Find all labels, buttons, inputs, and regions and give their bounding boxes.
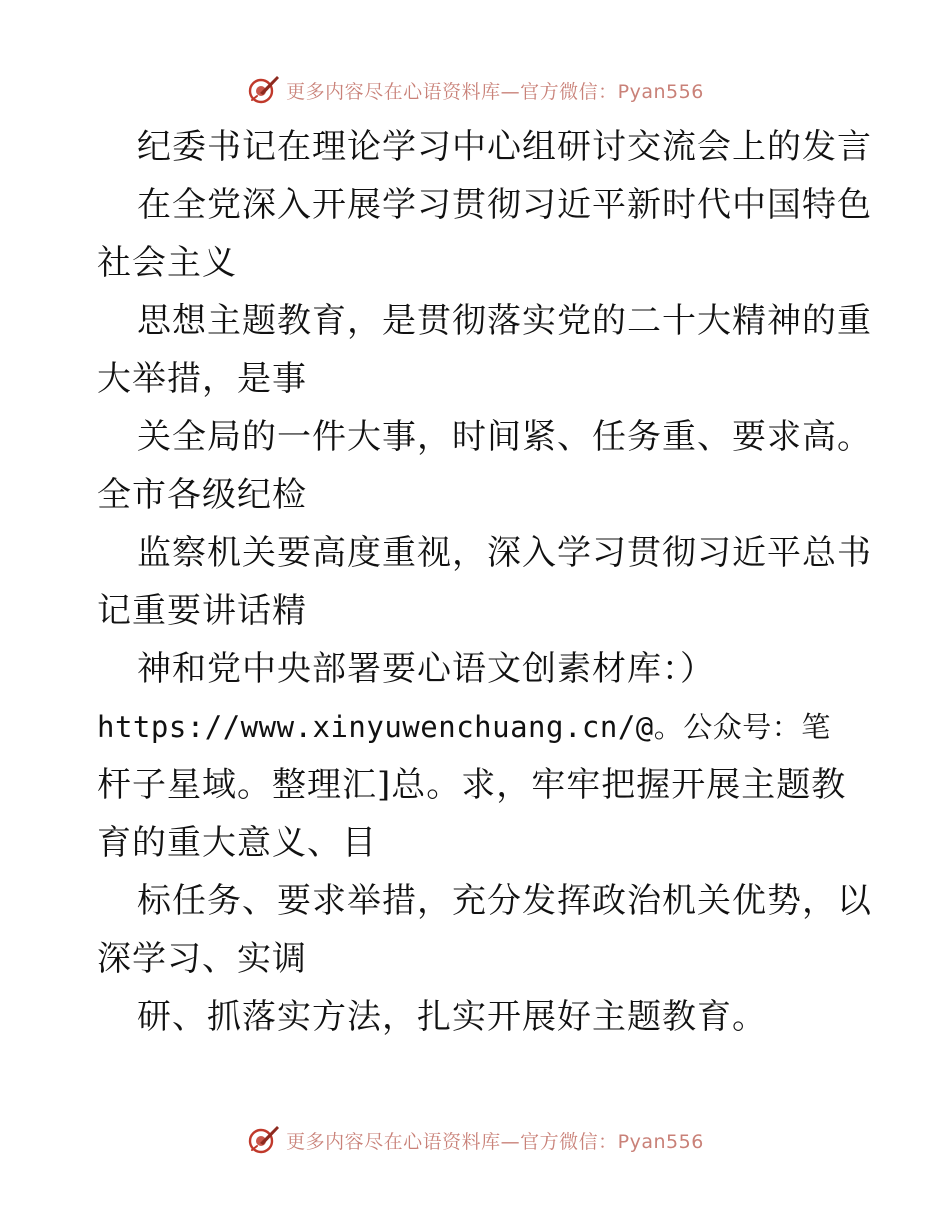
text-line: 大举措，是事 <box>97 359 307 399</box>
text-line: 育的重大意义、目 <box>97 823 377 863</box>
quill-pen-logo-icon <box>246 1123 280 1157</box>
text-line: 社会主义 <box>97 243 237 283</box>
watermark-text: 更多内容尽在心语资料库—官方微信：Pyan556 <box>286 1130 704 1153</box>
text-line: 研、抓落实方法，扎实开展好主题教育。 <box>137 997 767 1037</box>
text-line: 监察机关要高度重视，深入学习贯彻习近平总书 <box>137 533 872 573</box>
text-line: 在全党深入开展学习贯彻习近平新时代中国特色 <box>137 185 872 225</box>
footer-watermark <box>0 1120 950 1160</box>
text-line: 记重要讲话精 <box>97 591 307 631</box>
document-title: 纪委书记在理论学习中心组研讨交流会上的发言 <box>137 127 872 167</box>
text-line: 神和党中央部署要心语文创素材库：） <box>137 649 715 689</box>
text-line: 思想主题教育，是贯彻落实党的二十大精神的重 <box>137 301 872 341</box>
document-body <box>97 118 872 1046</box>
url-line: https://www.xinyuwenchuang.cn/@。公众号：笔 <box>97 710 831 744</box>
text-line: 杆子星域。整理汇]总。求，牢牢把握开展主题教 <box>97 765 847 805</box>
text-line: 深学习、实调 <box>97 939 307 979</box>
watermark-text: 更多内容尽在心语资料库—官方微信：Pyan556 <box>286 80 704 103</box>
header-watermark <box>0 70 950 110</box>
text-line: 标任务、要求举措，充分发挥政治机关优势，以 <box>137 881 872 921</box>
quill-pen-logo-icon <box>246 73 280 107</box>
text-line: 全市各级纪检 <box>97 475 307 515</box>
text-line: 关全局的一件大事，时间紧、任务重、要求高。 <box>137 417 872 457</box>
